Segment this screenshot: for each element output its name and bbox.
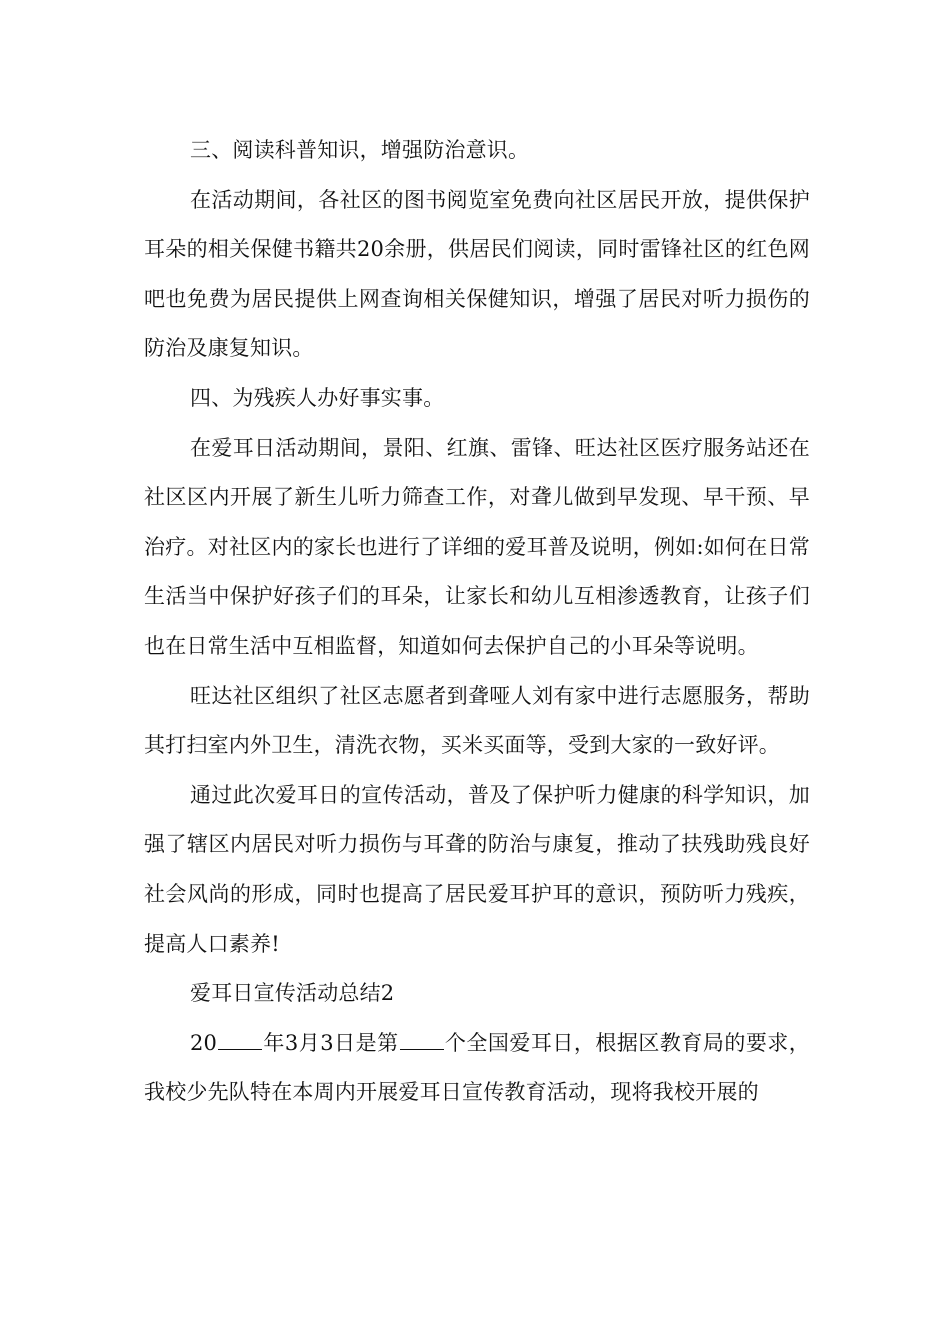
document-body <box>144 126 810 1118</box>
paragraph-intro-second-summary <box>144 1019 810 1118</box>
document-subtitle: 爱耳日宣传活动总结2 <box>190 981 395 1006</box>
paragraph-reading-room: 在活动期间，各社区的图书阅览室免费向社区居民开放，提供保护耳朵的相关保健书籍共20余册，供居民们阅读，同时雷锋社区的红色网吧也免费为居民提供上网查询相关保健知识，增强了居民对听力损伤的防治及康复知识。 <box>144 187 810 361</box>
paragraph-volunteer-service: 旺达社区组织了社区志愿者到聋哑人刘有家中进行志愿服务，帮助其打扫室内外卫生，清洗衣物，买米买面等，受到大家的一致好评。 <box>144 683 810 758</box>
section-heading-good-deeds: 四、为残疾人办好事实事。 <box>190 385 445 410</box>
paragraph-summary: 通过此次爱耳日的宣传活动，普及了保护听力健康的科学知识，加强了辖区内居民对听力损伤与耳聋的防治与康复，推动了扶残助残良好社会风尚的形成，同时也提高了居民爱耳护耳的意识，预防听力残疾，提高人口素养! <box>144 782 810 956</box>
intro-rest-text: 个全国爱耳日，根据区教育局的要求，我校少先队特在本周内开展爱耳日宣传教育活动，现将我校开展的 <box>144 1030 811 1105</box>
ordinal-blank <box>400 1027 444 1050</box>
year-blank <box>218 1027 262 1050</box>
year-prefix: 20 <box>190 1030 218 1055</box>
section-heading-reading: 三、阅读科普知识，增强防治意识。 <box>190 138 530 162</box>
date-text: 年3月3日是第 <box>263 1030 399 1055</box>
paragraph-hearing-screening: 在爱耳日活动期间，景阳、红旗、雷锋、旺达社区医疗服务站还在社区区内开展了新生儿听力筛查工作，对聋儿做到早发现、早干预、早治疗。对社区内的家长也进行了详细的爱耳普及说明，例如:如何在日常生活当中保护好孩子们的耳朵，让家长和幼儿互相渗透教育，让孩子们也在日常生活中互相监督，知道如何去保护自己的小耳朵等说明。 <box>144 435 810 658</box>
